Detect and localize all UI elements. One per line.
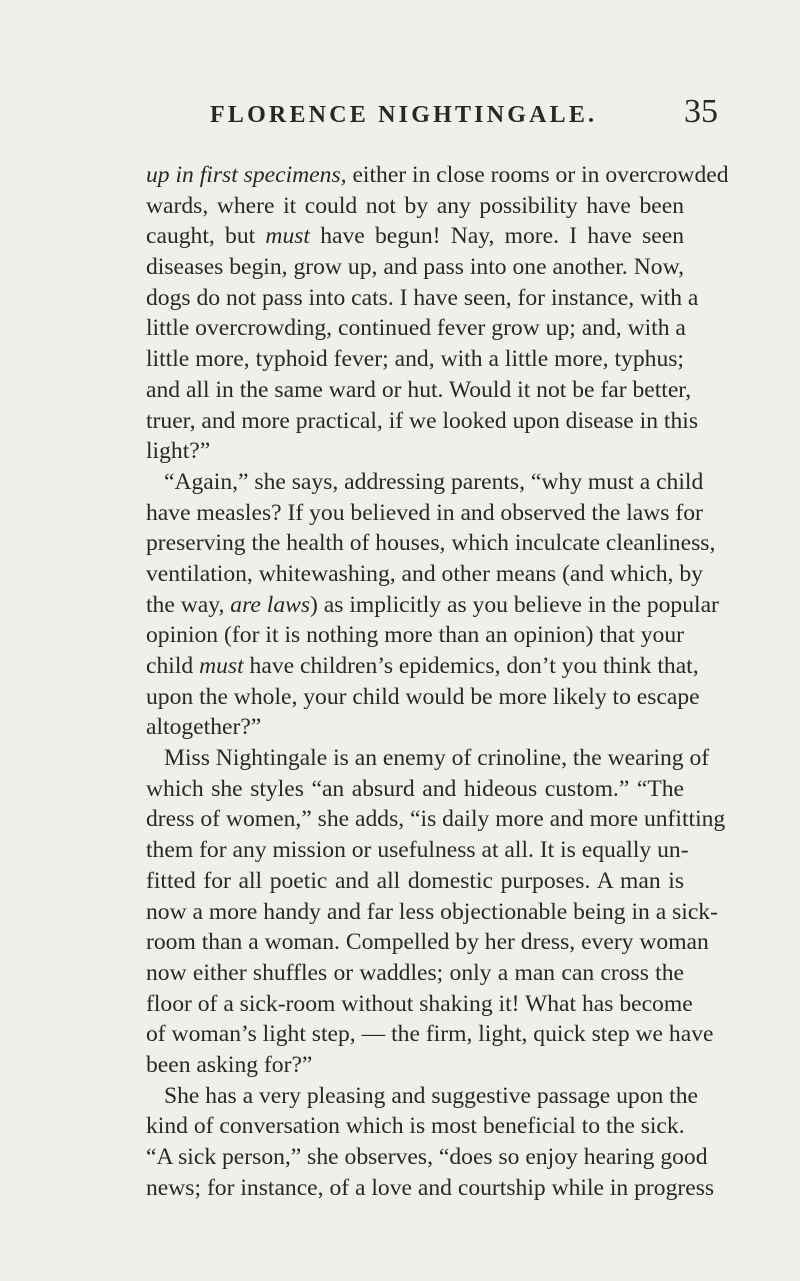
italic-text: must	[265, 223, 310, 250]
text-run: dogs do not pass into cats. I have seen, for instance, with a	[146, 284, 699, 311]
text-line	[146, 498, 703, 529]
italic-text: must	[199, 653, 244, 679]
text-run: floor of a sick-room without shaking it! What has become	[146, 990, 693, 1017]
text-run: news; for instance, of a love and courtship while in progress	[146, 1174, 715, 1201]
text-run: them for any mission or usefulness at all. It is equally un-	[146, 837, 689, 864]
text-run: altogether?”	[146, 714, 262, 741]
text-line	[146, 927, 709, 958]
text-line	[146, 559, 703, 590]
page-number: 35	[684, 93, 718, 130]
text-run: which she styles “an absurd and hideous custom.” “The	[146, 775, 684, 802]
text-line	[146, 313, 684, 344]
text-line	[146, 160, 729, 191]
text-run: wards, where it could not by any possibility have been	[146, 192, 684, 219]
text-run: Miss Nightingale is an enemy of crinoline, the wearing of	[164, 745, 710, 772]
text-run: preserving the health of houses, which inculcate cleanliness,	[146, 530, 716, 557]
text-run: little overcrowding, continued fever grow up; and, with a	[146, 315, 686, 342]
text-run: now either shuffles or waddles; only a man can cross the	[146, 959, 684, 986]
text-line	[146, 467, 704, 498]
text-line	[146, 712, 684, 743]
text-run: caught, but	[146, 223, 266, 250]
text-line	[146, 528, 716, 559]
text-run: have begun! Nay, more. I have seen	[309, 223, 685, 250]
text-run: been asking for?”	[146, 1051, 313, 1078]
text-line	[146, 375, 692, 406]
text-run: “A sick person,” she observes, “does so enjoy hearing good	[146, 1144, 708, 1170]
page-header	[145, 93, 718, 136]
text-run: little more, typhoid fever; and, with a little more, typhus;	[146, 346, 684, 373]
italic-text: are laws	[230, 591, 311, 618]
text-line	[146, 191, 684, 222]
text-line	[146, 1111, 684, 1142]
text-line	[146, 651, 699, 682]
text-line	[146, 283, 699, 314]
text-line	[146, 1019, 714, 1050]
text-line	[146, 406, 699, 437]
text-run: room than a woman. Compelled by her dress, every woman	[146, 929, 709, 956]
text-line	[146, 743, 710, 774]
text-run: child	[146, 653, 200, 679]
text-run: have measles? If you believed in and observed the laws for	[146, 499, 703, 526]
italic-text: up in first specimens,	[146, 162, 347, 188]
text-line	[146, 344, 684, 375]
body-text	[146, 160, 729, 1203]
running-title: FLORENCE NIGHTINGALE.	[210, 102, 598, 128]
text-line	[146, 221, 684, 252]
text-run: have children’s epidemics, don’t you think that,	[243, 653, 699, 679]
text-run: of woman’s light step, — the firm, light, quick step we have	[146, 1021, 714, 1048]
text-line	[146, 897, 718, 928]
text-run: truer, and more practical, if we looked upon disease in this	[146, 407, 699, 434]
text-run: fitted for all poetic and all domestic purposes. A man is	[146, 867, 684, 894]
text-run: ventilation, whitewashing, and other means (and which, by	[146, 560, 703, 587]
text-line	[146, 866, 684, 897]
text-line	[146, 682, 700, 713]
text-run: kind of conversation which is most beneficial to the sick.	[146, 1113, 685, 1140]
text-run: either in close rooms or in overcrowded	[346, 162, 729, 188]
text-line	[146, 774, 684, 805]
text-line	[146, 436, 684, 467]
text-line	[146, 958, 684, 989]
text-run: upon the whole, your child would be more likely to escape	[146, 683, 700, 710]
text-line	[146, 590, 719, 621]
text-run: “Again,” she says, addressing parents, “why must a child	[164, 468, 704, 495]
text-run: She has a very pleasing and suggestive passage upon the	[164, 1082, 699, 1109]
text-run: light?”	[146, 438, 211, 465]
text-run: ) as implicitly as you believe in the popular	[310, 591, 719, 618]
text-line	[146, 1050, 684, 1081]
text-line	[146, 1081, 699, 1112]
text-line	[146, 835, 689, 866]
text-line	[146, 1173, 715, 1204]
text-run: opinion (for it is nothing more than an opinion) that your	[146, 622, 684, 649]
text-line	[146, 989, 693, 1020]
text-run: and all in the same ward or hut. Would it not be far better,	[146, 376, 692, 403]
text-line	[146, 1142, 708, 1173]
text-line	[146, 252, 684, 283]
text-run: now a more handy and far less objectionable being in a sick-	[146, 898, 718, 925]
text-run: diseases begin, grow up, and pass into one another. Now,	[146, 254, 684, 281]
text-line	[146, 804, 726, 835]
text-line	[146, 620, 684, 651]
text-run: the way,	[146, 591, 231, 618]
text-run: dress of women,” she adds, “is daily more and more unfitting	[146, 806, 726, 833]
